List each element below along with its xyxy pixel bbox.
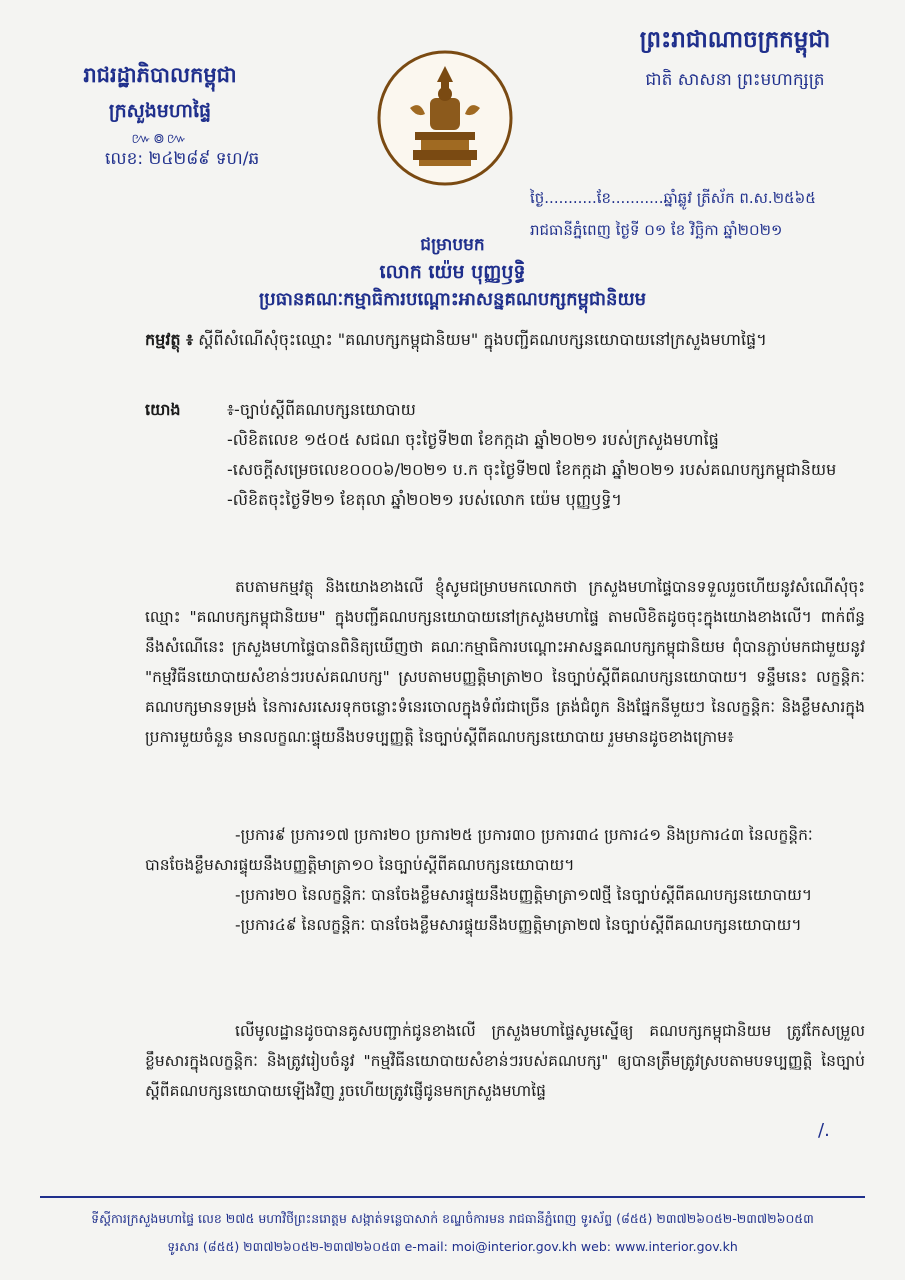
recipient-title: ប្រធានគណៈកម្មាធិការបណ្ដោះអាសន្នគណបក្សកម្ពុជានិយម (258, 289, 647, 310)
ministry-name: ក្រសួងមហាផ្ទៃ (108, 100, 212, 122)
page-continuation-mark: /. (818, 1120, 830, 1141)
subject-text: ស្ដីពីសំណើសុំចុះឈ្មោះ "គណបក្សកម្ពុជានិយម" ក្នុងបញ្ជីគណបក្សនយោបាយនៅក្រសួងមហាផ្ទៃ។ (198, 330, 767, 349)
solar-date: រាជធានីភ្នំពេញ ថ្ងៃទី ០១ ខែ វិច្ឆិកា ឆ្នាំ២០២១ (530, 221, 783, 239)
greeting: ជម្រាបមក (420, 235, 485, 255)
violation-list (145, 820, 865, 940)
list-item: -ប្រការ៤៩ នៃលក្ខន្តិកៈ បានចែងខ្លឹមសារផ្ទុយនឹងបញ្ញត្តិមាត្រា២៧ នៃច្បាប់ស្ដីពីគណបក្សនយោបាយ។ (235, 916, 802, 934)
subject-line (145, 325, 865, 355)
reference-item: -សេចក្ដីសម្រេចលេខ០០០៦/២០២១ ប.ក ចុះថ្ងៃទី២៧ ខែកក្កដា ឆ្នាំ២០២១ របស់គណបក្សកម្ពុជានិយម (227, 460, 837, 479)
list-item: -ប្រការ២០ នៃលក្ខន្តិកៈ បានចែងខ្លឹមសារផ្ទុយនឹងបញ្ញត្តិមាត្រា១៧ថ្មី នៃច្បាប់ស្ដីពីគណបក្សនយោបាយ។ (235, 886, 813, 904)
recipient-name: លោក យ៉េម បុញ្ញឫទ្ធិ (379, 261, 526, 283)
footer-divider (40, 1196, 865, 1198)
reference-item: -លិខិតលេខ ១៥០៥ សជណ ចុះថ្ងៃទី២៣ ខែកក្កដា ឆ្នាំ២០២១ របស់ក្រសួងមហាផ្ទៃ (227, 430, 719, 449)
body-paragraph: លើមូលដ្ឋានដូចបានគូសបញ្ជាក់ជូនខាងលើ ក្រសួងមហាផ្ទៃសូមស្នើឲ្យ គណបក្សកម្ពុជានិយម ត្រូវកែសម្រួលខ្លឹមសារក្នុងលក្ខន្តិកៈ និងត្រូវរៀបចំនូវ "កម្មវិធីនយោបាយសំខាន់ៗរបស់គណបក្ស" ឲ្យបានត្រឹមត្រូវស្របតាមបទប្បញ្ញត្តិ នៃច្បាប់ស្ដីពីគណបក្សនយោបាយឡើងវិញ រួចហើយត្រូវផ្ញើជូនមកក្រសួងមហាផ្ទៃ (145, 1022, 865, 1100)
national-motto: ជាតិ សាសនា ព្រះមហាក្សត្រ (645, 70, 825, 90)
footer-address: ទីស្ដីការក្រសួងមហាផ្ទៃ លេខ ២៧៥ មហាវិថីព្រះនរោត្តម សង្កាត់ទន្លេបាសាក់ ខណ្ឌចំការមន រាជធានីភ្នំពេញ ទូរស័ព្ទ (៨៥៥) ២៣៧២៦០៥២-២៣៧២៦០៥៣ (91, 1211, 814, 1226)
body-paragraph: តបតាមកម្មវត្ថុ និងយោងខាងលើ ខ្ញុំសូមជម្រាបមកលោកថា ក្រសួងមហាផ្ទៃបានទទួលរួចហើយនូវសំណើសុំចុះឈ្មោះ "គណបក្សកម្ពុជានិយម" ក្នុងបញ្ជីគណបក្សនយោបាយនៅក្រសួងមហាផ្ទៃ តាមលិខិតដូចចុះក្នុងយោងខាងលើ។ ពាក់ព័ន្ធនឹងសំណើនេះ ក្រសួងមហាផ្ទៃបានពិនិត្យឃើញថា គណៈកម្មាធិការបណ្ដោះអាសន្នគណបក្សកម្ពុជានិយម ពុំបានភ្ជាប់មកជាមួយនូវ "កម្មវិធីនយោបាយសំខាន់ៗរបស់គណបក្ស" ស្របតាមបញ្ញត្តិមាត្រា២០ នៃច្បាប់ស្ដីពីគណបក្សនយោបាយ។ ទន្ទឹមនេះ លក្ខន្តិកៈគណបក្សមានទម្រង់ នៃការសរសេរទុកចន្លោះទំនេរចោលក្នុងទំព័រជាច្រើន ត្រង់ជំពូក និងផ្នែកនីមួយៗ នៃលក្ខន្តិកៈ និងខ្លឹមសារក្នុងប្រការមួយចំនួន មានលក្ខណៈផ្ទុយនឹងបទប្បញ្ញត្តិ នៃច្បាប់ស្ដីពីគណបក្សនយោបាយ រួមមានដូចខាងក្រោម៖ (145, 578, 865, 746)
list-item: -ប្រការ៩ ប្រការ១៧ ប្រការ២០ ប្រការ២៥ ប្រការ៣០ ប្រការ៣៤ ប្រការ៤១ និងប្រការ៤៣ នៃលក្ខន្តិកៈ បានចែងខ្លឹមសារផ្ទុយនឹងបញ្ញត្តិមាត្រា១០ នៃច្បាប់ស្ដីពីគណបក្សនយោបាយ។ (145, 826, 813, 874)
kingdom-header (585, 26, 885, 94)
ornament: ៚៙៚ (131, 131, 189, 147)
addressee (0, 232, 905, 313)
lunar-date: ថ្ងៃ...........ខែ...........ឆ្នាំឆ្លូវ ត្រីស័ក ព.ស.២៥៦៥ (530, 189, 816, 207)
ministry-emblem (375, 48, 515, 188)
footer (40, 1205, 865, 1261)
subject-label: កម្មវត្ថុ ៖ (145, 330, 194, 349)
reference-item: ៖-ច្បាប់ស្ដីពីគណបក្សនយោបាយ (227, 400, 416, 419)
footer-contact: ទូរសារ (៨៥៥) ២៣៧២៦០៥២-២៣៧២៦០៥៣ e-mail: moi@interior.gov.kh web: www.interior.gov.kh (167, 1239, 738, 1254)
government-name: រាជរដ្ឋាភិបាលកម្ពុជា (83, 63, 237, 87)
ministry-header (40, 62, 280, 150)
references (145, 395, 865, 515)
reference-number: លេខ: ២៤២៨៩ ទហ/ឆ (105, 149, 260, 169)
reference-item: -លិខិតចុះថ្ងៃទី២១ ខែតុលា ឆ្នាំ២០២១ របស់លោក យ៉េម បុញ្ញឫទ្ធិ។ (227, 490, 622, 509)
kingdom-name: ព្រះរាជាណាចក្រកម្ពុជា (639, 27, 831, 53)
references-label: យោង (145, 400, 181, 419)
